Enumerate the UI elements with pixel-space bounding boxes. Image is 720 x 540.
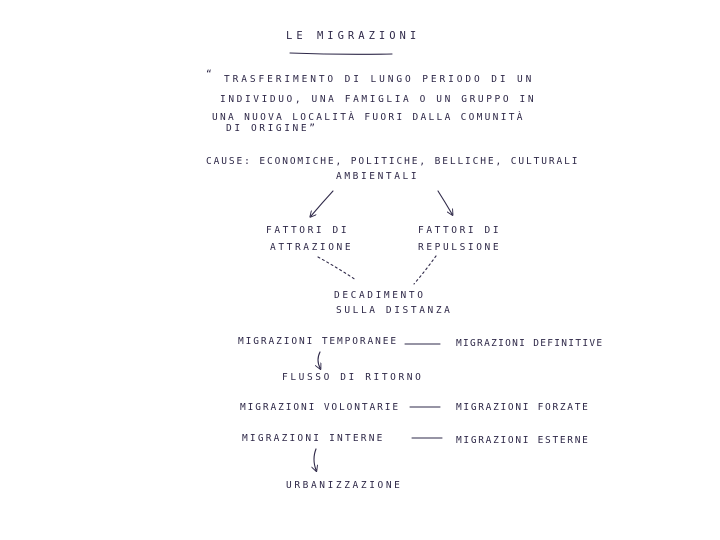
definition-line-2: INDIVIDUO, UNA FAMIGLIA O UN GRUPPO IN — [220, 94, 537, 105]
definition-open-quote: “ — [206, 69, 215, 80]
repulsion-factor-line-2: REPULSIONE — [418, 242, 502, 253]
distance-decay-line-2: SULLA DISTANZA — [336, 305, 453, 316]
temporary-to-return-arrow — [318, 352, 320, 368]
page-title: LE MIGRAZIONI — [286, 30, 421, 42]
repulsion-factor-line-1: FATTORI DI — [418, 225, 502, 236]
internal-to-urbanization-arrow — [314, 449, 316, 470]
repulsion-to-decay-connector — [414, 256, 436, 284]
title-underline — [290, 53, 392, 54]
causes-line-2: AMBIENTALI — [336, 171, 420, 182]
return-flow-label: FLUSSO DI RITORNO — [282, 372, 424, 383]
temporary-migrations-label: MIGRAZIONI TEMPORANEE — [238, 336, 399, 347]
attraction-factor-line-2: ATTRAZIONE — [270, 242, 354, 253]
definition-line-1: TRASFERIMENTO DI LUNGO PERIODO DI UN — [224, 74, 535, 85]
definitive-migrations-label: MIGRAZIONI DEFINITIVE — [456, 338, 604, 349]
attraction-to-decay-connector — [318, 257, 356, 280]
definition-line-4: DI ORIGINE” — [226, 123, 318, 134]
attraction-factor-line-1: FATTORI DI — [266, 225, 350, 236]
voluntary-migrations-label: MIGRAZIONI VOLONTARIE — [240, 402, 401, 413]
internal-migrations-label: MIGRAZIONI INTERNE — [242, 433, 385, 444]
urbanization-label: URBANIZZAZIONE — [286, 480, 403, 491]
distance-decay-line-1: DECADIMENTO — [334, 290, 426, 301]
external-migrations-label: MIGRAZIONI ESTERNE — [456, 435, 590, 446]
definition-line-3: UNA NUOVA LOCALITÀ FUORI DALLA COMUNITÀ — [212, 112, 525, 123]
forced-migrations-label: MIGRAZIONI FORZATE — [456, 402, 590, 413]
causes-to-attraction-arrow — [311, 191, 333, 216]
causes-to-repulsion-arrow — [438, 191, 452, 214]
causes-line-1: CAUSE: ECONOMICHE, POLITICHE, BELLICHE, CULTURALI — [206, 156, 580, 167]
